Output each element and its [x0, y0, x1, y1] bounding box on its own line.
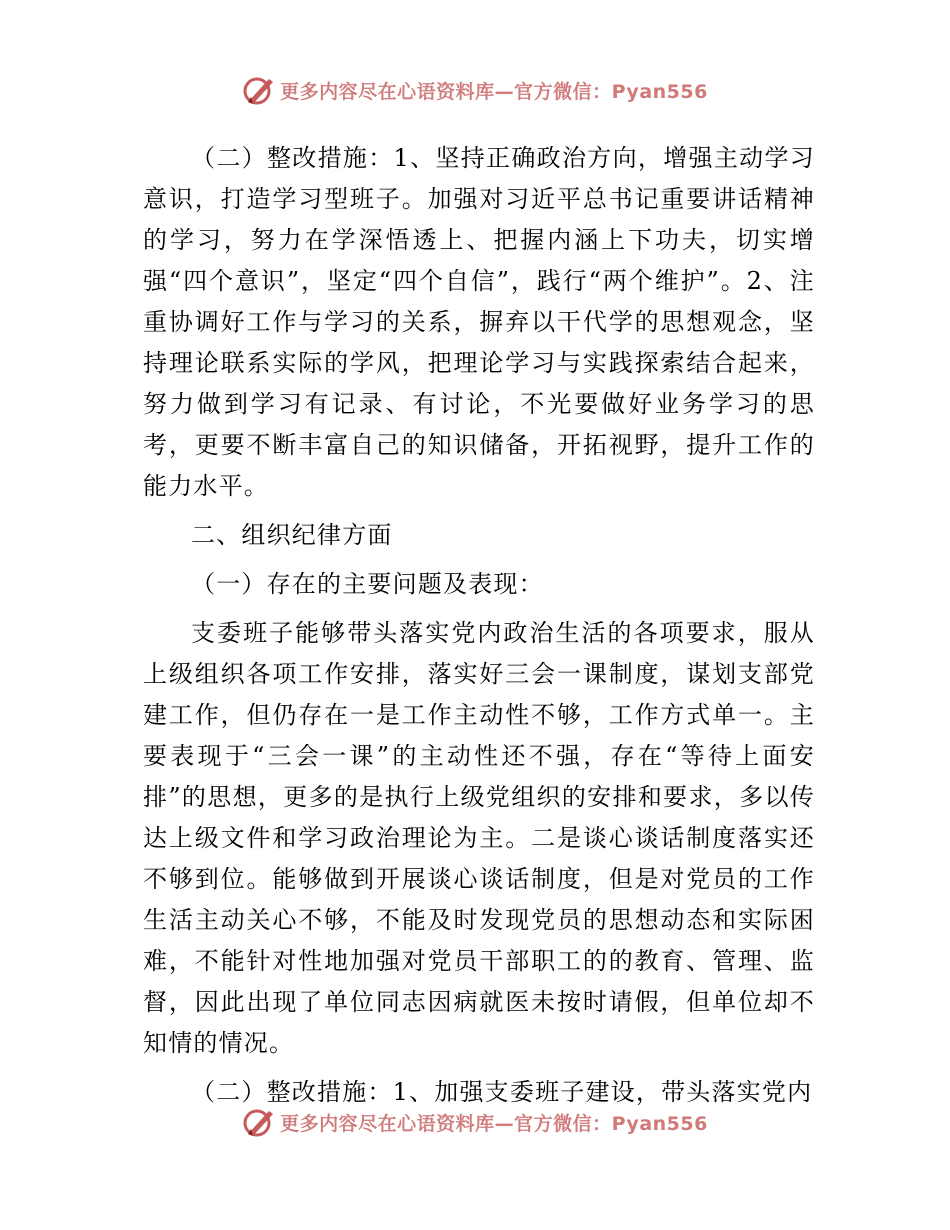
document-body — [143, 138, 815, 1113]
watermark-text: 更多内容尽在心语资料库—官方微信：Pyan556 — [280, 1112, 708, 1135]
footer-watermark — [0, 1102, 950, 1142]
subheading-main-problems: （一）存在的主要问题及表现： — [191, 570, 544, 598]
header-watermark — [0, 70, 950, 110]
pen-in-circle-logo-icon — [242, 1105, 276, 1139]
paragraph-rectification-measures-1: （二）整改措施：1、坚持正确政治方向，增强主动学习意识，打造学习型班子。加强对习近平总书记重要讲话精神的学习，努力在学深悟透上、把握内涵上下功夫，切实增强“四个意识”，坚定“四个自信”，践行“两个维护”。2、注重协调好工作与学习的关系，摒弃以干代学的思想观念，坚持理论联系实际的学风，把理论学习与实践探索结合起来，努力做到学习有记录、有讨论，不光要做好业务学习的思考，更要不断丰富自己的知识储备，开拓视野，提升工作的能力水平。 — [143, 144, 815, 500]
pen-in-circle-logo-icon — [242, 73, 276, 107]
watermark-text: 更多内容尽在心语资料库—官方微信：Pyan556 — [280, 80, 708, 103]
section-heading-organizational-discipline: 二、组织纪律方面 — [191, 521, 393, 549]
paragraph-rectification-measures-2: （二）整改措施：1、加强支委班子建设，带头落实党内 — [191, 1078, 813, 1106]
paragraph-main-problems: 支委班子能够带头落实党内政治生活的各项要求，服从上级组织各项工作安排，落实好三会一课制度，谋划支部党建工作，但仍存在一是工作主动性不够，工作方式单一。主要表现于“三会一课”的主动性还不强，存在“等待上面安排”的思想，更多的是执行上级党组织的安排和要求，多以传达上级文件和学习政治理论为主。二是谈心谈话制度落实还不够到位。能够做到开展谈心谈话制度，但是对党员的工作生活主动关心不够，不能及时发现党员的思想动态和实际困难，不能针对性地加强对党员干部职工的的教育、管理、监督，因此出现了单位同志因病就医未按时请假，但单位却不知情的情况。 — [143, 619, 815, 1057]
